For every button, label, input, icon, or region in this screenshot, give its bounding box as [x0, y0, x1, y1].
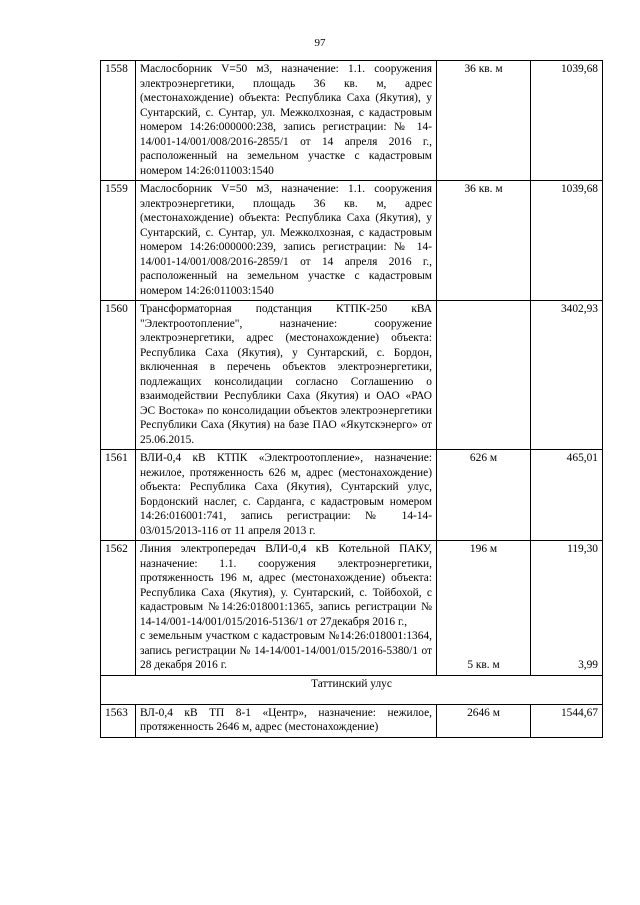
- row-description: Маслосборник V=50 м3, назначение: 1.1. сооружения электроэнергетики, площадь 36 кв. м, адрес (местонахождение) объекта: Республика Саха (Якутия), у Сунтарский, с. Сунтар, ул. Межколхозная, с кадастровым номером 14:26:000000:239, запись регистрации: № 14-14/001-14/001/008/2016-2859/1 от 14 апреля 2016 г., расположенный на земельном участке с кадастровым номером 14:26:011003:1540: [136, 181, 437, 301]
- row-area: 626 м: [437, 450, 531, 541]
- table-row: [101, 704, 603, 737]
- page-number: 97: [314, 37, 326, 49]
- row-value: 1039,68: [531, 61, 603, 181]
- table-row: [101, 450, 603, 541]
- row-description: ВЛ-0,4 кВ ТП 8-1 «Центр», назначение: нежилое, протяженность 2646 м, адрес (местонахождение): [136, 704, 437, 737]
- row-area: 36 кв. м: [437, 61, 531, 181]
- row-description: ВЛИ-0,4 кВ КТПК «Электроотопление», назначение: нежилое, протяженность 626 м, адрес (местонахождение) объекта: Республика Саха (Якутия), Сунтарский улус, Бордонский наслег, с. Сарданга, с кадастровым номером 14:26:016001:741, запись регистрации: № 14-14-03/015/2013-116 от 11 апреля 2013 г.: [136, 450, 437, 541]
- row-value-composite: [531, 541, 603, 676]
- row-area-composite: [437, 541, 531, 676]
- row-value: 1039,68: [531, 181, 603, 301]
- section-title: Таттинский улус: [101, 675, 603, 704]
- row-value: 465,01: [531, 450, 603, 541]
- row-number: 1559: [101, 181, 136, 301]
- row-value: 3402,93: [531, 301, 603, 450]
- row-number: 1562: [101, 541, 136, 676]
- row-number: 1558: [101, 61, 136, 181]
- row-area: 196 м: [469, 543, 498, 555]
- row-value: 119,30: [567, 543, 598, 555]
- table-row: [101, 61, 603, 181]
- table-row: [101, 301, 603, 450]
- row-number: 1563: [101, 704, 136, 737]
- table-row: [101, 181, 603, 301]
- row-description: Маслосборник V=50 м3, назначение: 1.1. сооружения электроэнергетики, площадь 36 кв. м, адрес (местонахождение) объекта: Республика Саха (Якутия), у Сунтарский, с. Сунтар, ул. Межколхозная, с кадастровым номером 14:26:000000:238, запись регистрации: № 14-14/001-14/001/008/2016-2855/1 от 14 апреля 2016 г., расположенный на земельном участке с кадастровым номером 14:26:011003:1540: [136, 61, 437, 181]
- section-row: [101, 675, 603, 704]
- row-description: Трансформаторная подстанция КТПК-250 кВА "Электроотопление", назначение: сооружение электроэнергетики, адрес (местонахождение) объекта: Республика Саха (Якутия), у Сунтарский, с. Бордон, включенная в перечень объектов электроэнергетики, подлежащих консолидации согласно Соглашению о взаимодействии Республики Саха (Якутия) и ОАО «РАО ЭС Востока» по консолидации объектов электроэнергетики Республики Саха (Якутия) на базе ПАО «Якутскэнерго» от 25.06.2015.: [136, 301, 437, 450]
- table-row: [101, 541, 603, 676]
- row-number: 1560: [101, 301, 136, 450]
- row-description-composite: [136, 541, 437, 676]
- row-area: [437, 301, 531, 450]
- row-description-land-plot: с земельным участком с кадастровым №14:26:018001:1364, запись регистрации № 14-14/001-14/001/015/2016-5380/1 от 28 декабря 2016 г.: [140, 630, 432, 671]
- row-value-land-plot: 3,99: [578, 658, 598, 671]
- row-description: Линия электропередач ВЛИ-0,4 кВ Котельной ПАКУ, назначение: 1.1. сооружения электроэнергетики, протяженность 196 м, адрес (местонахождение) объекта: Республика Саха (Якутия), у. Сунтарский, с. Тойбохой, с кадастровым №14:26:018001:1365, запись регистрации № 14-14/001-14/001/015/2016-5136/1 от 27декабря 2016 г.,: [140, 543, 432, 628]
- property-registry-table: [100, 60, 603, 738]
- row-area-land-plot: 5 кв. м: [467, 658, 500, 671]
- row-number: 1561: [101, 450, 136, 541]
- row-value: 1544,67: [531, 704, 603, 737]
- row-area: 36 кв. м: [437, 181, 531, 301]
- row-area: 2646 м: [437, 704, 531, 737]
